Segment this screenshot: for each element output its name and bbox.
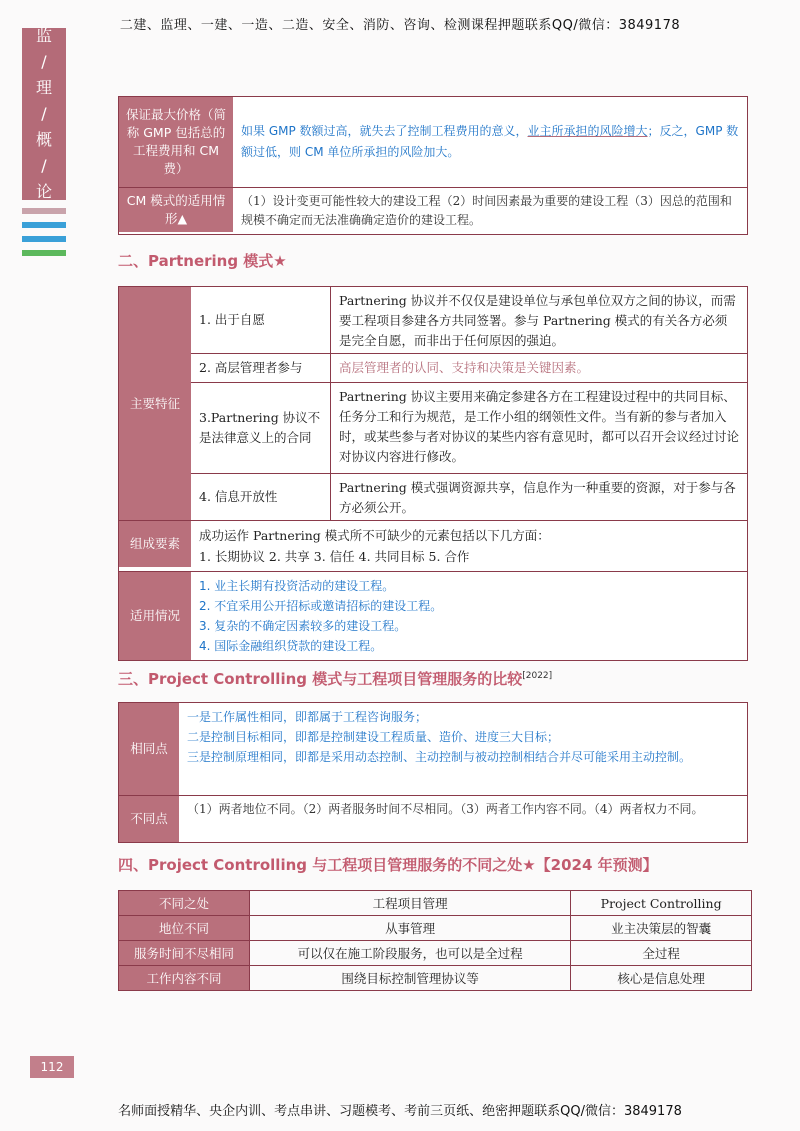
main-features-label: 主要特征 bbox=[119, 287, 191, 520]
table-cell: 服务时间不尽相同 bbox=[119, 941, 250, 966]
side-stripe-pink bbox=[22, 208, 66, 214]
table-cell: 可以仅在施工阶段服务，也可以是全过程 bbox=[250, 941, 571, 966]
list-item: 一是工作属性相同，即都属于工程咨询服务； bbox=[187, 710, 428, 724]
side-stripe-blue bbox=[22, 236, 66, 242]
feature-desc: 高层管理者的认同、支持和决策是关键因素。 bbox=[339, 360, 590, 375]
table-row bbox=[119, 941, 752, 966]
same-row bbox=[118, 702, 748, 796]
list-item: 2. 不宜采用公开招标或邀请招标的建设工程。 bbox=[199, 599, 443, 613]
cm-applicable-text: （1）设计变更可能性较大的建设工程（2）时间因素最为重要的建设工程（3）因总的范围和规模不确定而无法准确确定造价的建设工程。 bbox=[241, 194, 732, 227]
feature-name: 3.Partnering 协议不是法律意义上的合同 bbox=[191, 383, 331, 473]
cm-applicable-label: CM 模式的适用情形▲ bbox=[119, 188, 233, 232]
side-tab-char: 论 bbox=[35, 182, 52, 201]
list-item: 3. 复杂的不确定因素较多的建设工程。 bbox=[199, 619, 407, 633]
elements-label: 组成要素 bbox=[119, 521, 191, 567]
page-header: 二建、监理、一建、一造、二造、安全、消防、咨询、检测课程押题联系QQ/微信：3849178 bbox=[119, 18, 681, 33]
feature-row bbox=[191, 287, 747, 354]
list-item: 1. 业主长期有投资活动的建设工程。 bbox=[199, 579, 395, 593]
section-3-title: 三、Project Controlling 模式与工程项目管理服务的比较[2022] bbox=[118, 670, 553, 688]
feature-name: 2. 高层管理者参与 bbox=[191, 354, 331, 382]
year-tag: [2022] bbox=[522, 671, 553, 681]
list-item: 4. 国际金融组织贷款的建设工程。 bbox=[199, 639, 383, 653]
table-cell: 业主决策层的智囊 bbox=[571, 916, 752, 941]
side-tab-char: / bbox=[41, 156, 47, 175]
side-tab-char: 监 bbox=[35, 26, 52, 45]
table-cell: 从事管理 bbox=[250, 916, 571, 941]
applicable-label: 适用情况 bbox=[119, 572, 191, 660]
side-stripe-blue bbox=[22, 222, 66, 228]
applicable-list bbox=[191, 572, 747, 660]
table-row bbox=[119, 966, 752, 991]
section-2-title: 二、Partnering 模式★ bbox=[118, 252, 287, 270]
side-tab-char: 理 bbox=[35, 78, 52, 97]
cm-applicable-row bbox=[118, 188, 748, 235]
feature-desc: Partnering 协议主要用来确定参建各方在工程建设过程中的共同目标、任务分工和行为规范，是工作小组的纲领性文件。当有新的参与者加入时，或某些参与者对协议的某些内容有意见时，都可以召开会议经过讨论对协议内容进行修改。 bbox=[339, 389, 740, 464]
feature-row bbox=[191, 354, 747, 383]
side-stripe-green bbox=[22, 250, 66, 256]
side-tab-char: / bbox=[41, 104, 47, 123]
table-header-row bbox=[119, 891, 752, 916]
chapter-side-tab bbox=[22, 28, 66, 200]
gmp-text: 如果 GMP 数额过高，就失去了控制工程费用的意义，业主所承担的风险增大；反之，GMP 数额过低，则 CM 单位所承担的风险加大。 bbox=[241, 124, 739, 159]
applicable-row bbox=[118, 572, 748, 661]
diff-row bbox=[118, 796, 748, 843]
feature-desc: Partnering 协议并不仅仅是建设单位与承包单位双方之间的协议，而需要工程项目参建各方共同签署。参与 Partnering 模式的有关各方必须是完全自愿，而非出于任何原因的强迫。 bbox=[339, 293, 736, 348]
features-list bbox=[191, 287, 747, 520]
side-tab-char: / bbox=[41, 52, 47, 71]
list-item: 二是控制目标相同，即都是控制建设工程质量、造价、进度三大目标； bbox=[187, 730, 560, 744]
table-cell: 地位不同 bbox=[119, 916, 250, 941]
table-cell: 全过程 bbox=[571, 941, 752, 966]
elements-text: 成功运作 Partnering 模式所不可缺少的元素包括以下几方面： 1. 长期协议 2. 共享 3. 信任 4. 共同目标 5. 合作 bbox=[199, 528, 550, 564]
partnering-table bbox=[118, 286, 748, 661]
list-item: 三是控制原理相同，即都是采用动态控制、主动控制与被动控制相结合并尽可能采用主动控制。 bbox=[187, 750, 692, 764]
main-features-row bbox=[118, 286, 748, 521]
feature-desc: Partnering 模式强调资源共享，信息作为一种重要的资源，对于参与各方必须公开。 bbox=[339, 480, 736, 515]
section-4-title: 四、Project Controlling 与工程项目管理服务的不同之处★【2024 年预测】 bbox=[118, 856, 658, 874]
page-footer: 名师面授精华、央企内训、考点串讲、习题模考、考前三页纸、绝密押题联系QQ/微信：3849178 bbox=[118, 1104, 682, 1119]
diff-label: 不同点 bbox=[119, 796, 179, 842]
diff-text: （1）两者地位不同。（2）两者服务时间不尽相同。（3）两者工作内容不同。（4）两者权力不同。 bbox=[187, 802, 704, 816]
feature-row bbox=[191, 474, 747, 520]
gmp-label: 保证最大价格（简称 GMP 包括总的工程费用和 CM 费） bbox=[119, 97, 233, 187]
table-header-cell: Project Controlling bbox=[571, 891, 752, 916]
side-tab-char: 概 bbox=[35, 130, 52, 149]
table-row bbox=[119, 916, 752, 941]
table-cell: 核心是信息处理 bbox=[571, 966, 752, 991]
elements-row bbox=[118, 521, 748, 572]
same-label: 相同点 bbox=[119, 703, 179, 795]
feature-name: 4. 信息开放性 bbox=[191, 474, 331, 520]
differences-table bbox=[118, 890, 752, 991]
cm-table bbox=[118, 96, 748, 235]
gmp-row bbox=[118, 96, 748, 188]
page-number: 112 bbox=[30, 1056, 74, 1078]
feature-name: 1. 出于自愿 bbox=[191, 287, 331, 353]
comparison-block bbox=[118, 702, 748, 843]
table-cell: 围绕目标控制管理协议等 bbox=[250, 966, 571, 991]
feature-row bbox=[191, 383, 747, 474]
same-list bbox=[179, 703, 747, 795]
table-header-cell: 工程项目管理 bbox=[250, 891, 571, 916]
table-header-cell: 不同之处 bbox=[119, 891, 250, 916]
table-cell: 工作内容不同 bbox=[119, 966, 250, 991]
